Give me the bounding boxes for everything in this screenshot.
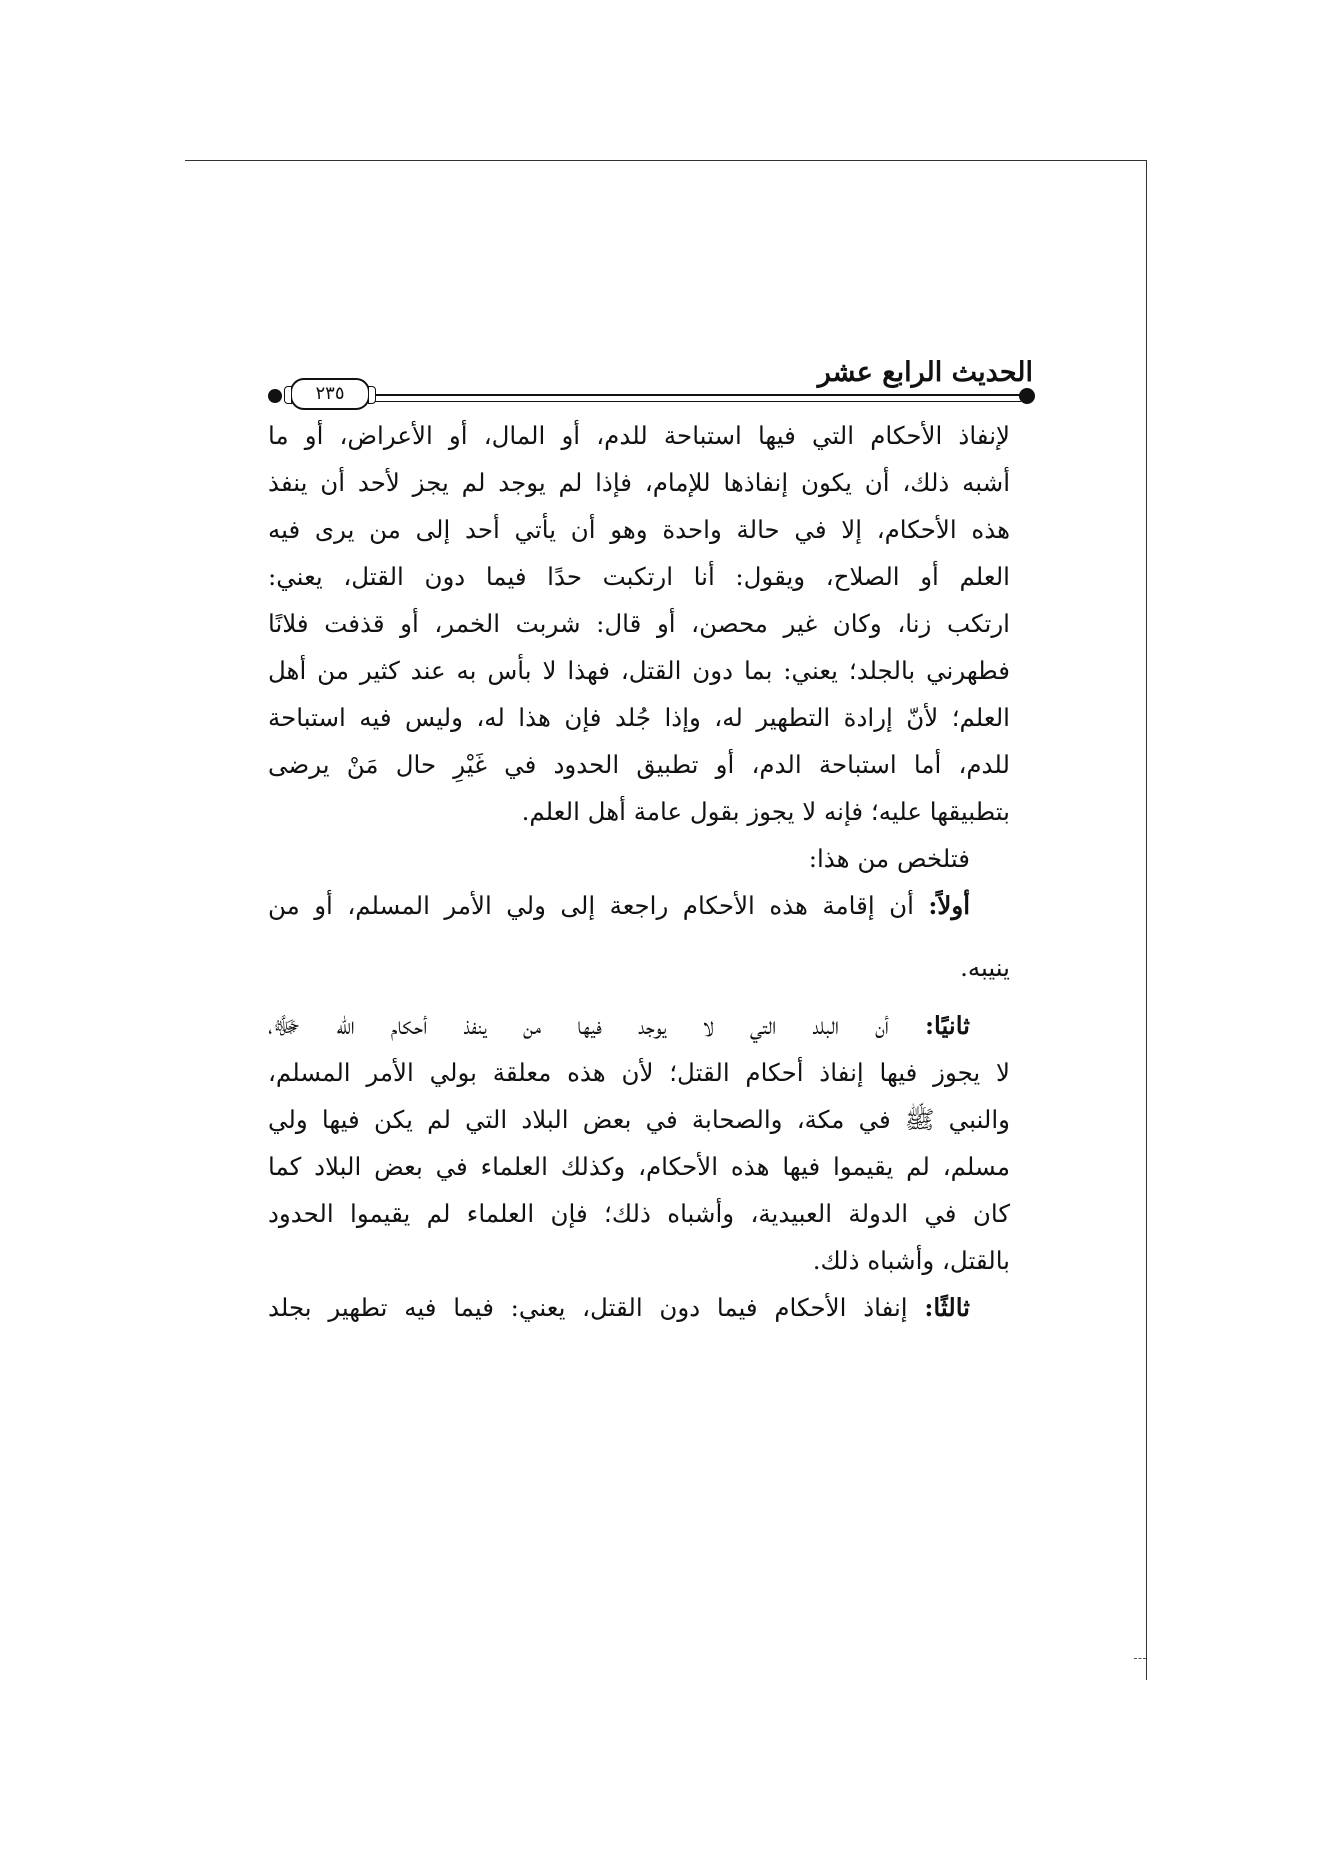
header-ornament-dot-left (268, 389, 282, 403)
text-line: فتلخص من هذا: (808, 844, 970, 873)
text-line: أشبه ذلك، أن يكون إنفاذها للإمام، فإذا لم يوجد لم يجز لأحد أن ينفذ (268, 468, 1010, 497)
text-line: ثانيًا: أن البلد التي لا يوجد فيها من ينفذ أحكام الله ﷻ، (268, 1011, 970, 1040)
text-line: مسلم، لم يقيموا فيها هذه الأحكام، وكذلك العلماء في بعض البلاد كما (268, 1152, 1010, 1181)
page-number: ٢٣٥ (290, 378, 370, 410)
text-line: للدم، أما استباحة الدم، أو تطبيق الحدود في غَيْرِ حال مَنْ يرضى (268, 750, 1010, 779)
text-line: بتطبيقها عليه؛ فإنه لا يجوز بقول عامة أهل العلم. (521, 797, 1010, 826)
point-lead: أولاً: (928, 891, 970, 920)
text-line: هذه الأحكام، إلا في حالة واحدة وهو أن يأتي أحد إلى من يرى فيه (268, 515, 1010, 544)
text-line: ارتكب زنا، وكان غير محصن، أو قال: شربت الخمر، أو قذفت فلانًا (268, 609, 1010, 638)
text-line: فطهرني بالجلد؛ يعني: بما دون القتل، فهذا لا بأس به عند كثير من أهل (268, 656, 1010, 685)
text-line: العلم أو الصلاح، ويقول: أنا ارتكبت حدًا فيما دون القتل، يعني: (268, 562, 1010, 591)
running-header (268, 356, 1033, 406)
text-line: ينيبه. (960, 953, 1010, 982)
text-line: كان في الدولة العبيدية، وأشباه ذلك؛ فإن العلماء لم يقيموا الحدود (268, 1199, 1010, 1228)
text-line: والنبي ﷺ في مكة، والصحابة في بعض البلاد التي لم يكن فيها ولي (268, 1105, 1010, 1134)
scan-mark (1134, 1658, 1146, 1659)
chapter-title: الحديث الرابع عشر (817, 357, 1033, 388)
point-lead: ثالثًا: (924, 1293, 970, 1322)
text-line: لا يجوز فيها إنفاذ أحكام القتل؛ لأن هذه معلقة بولي الأمر المسلم، (268, 1058, 1010, 1087)
page-border-right (1146, 160, 1147, 1680)
header-rule (372, 394, 1021, 402)
text-line: بالقتل، وأشباه ذلك. (812, 1246, 1010, 1275)
text-line: ثالثًا: إنفاذ الأحكام فيما دون القتل، يعني: فيما فيه تطهير بجلد (268, 1293, 970, 1322)
header-ornament-dot-right (1019, 388, 1035, 404)
point-lead: ثانيًا: (924, 1011, 970, 1040)
text-line: لإنفاذ الأحكام التي فيها استباحة للدم، أو المال، أو الأعراض، أو ما (268, 421, 1010, 450)
text-line: العلم؛ لأنّ إرادة التطهير له، وإذا جُلد فإن هذا له، وليس فيه استباحة (268, 703, 1010, 732)
page-border-top (185, 160, 1147, 161)
text-line: أولاً: أن إقامة هذه الأحكام راجعة إلى ولي الأمر المسلم، أو من (268, 891, 970, 920)
